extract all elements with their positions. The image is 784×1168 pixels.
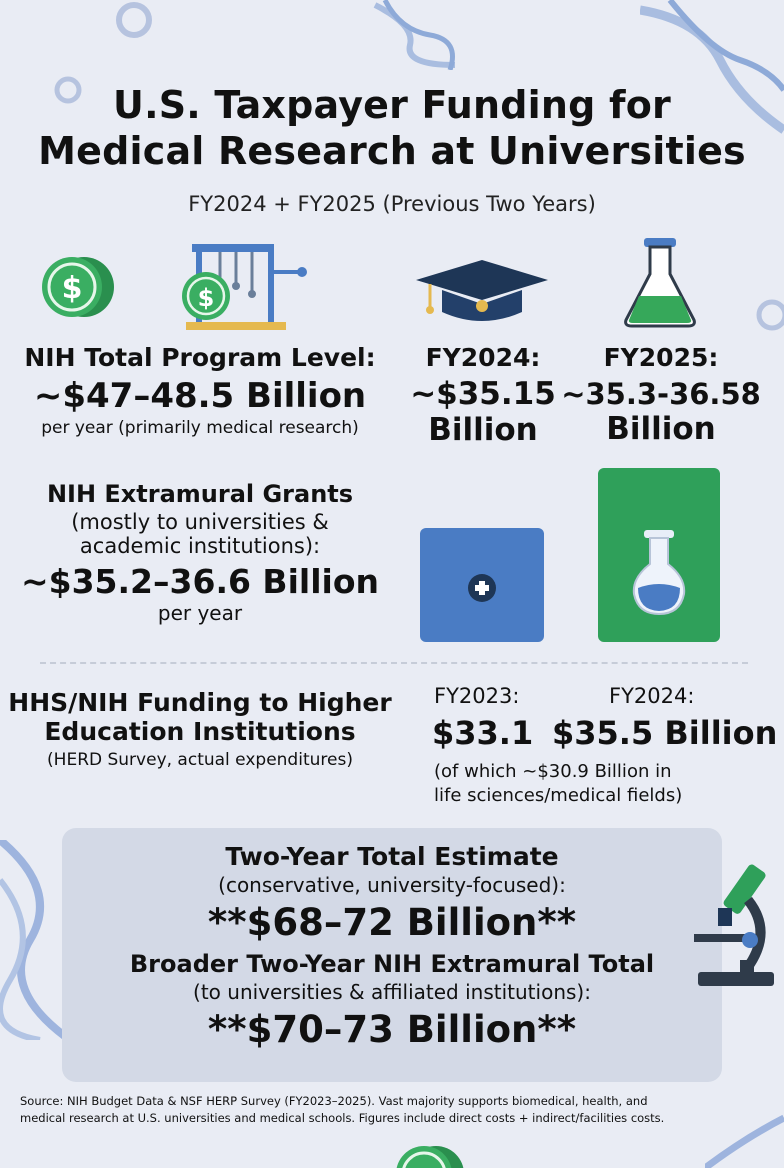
lab-equipment-icon bbox=[180, 240, 310, 332]
dollar-coin-icon bbox=[36, 252, 118, 322]
nih-total-block bbox=[0, 343, 400, 438]
herd-fy2024-value: $35.5 Billion bbox=[552, 714, 778, 752]
fy2025-block bbox=[554, 343, 768, 447]
extramural-note: per year bbox=[157, 601, 243, 625]
source-line-2: medical research at U.S. universities and medical schools. Figures include direct costs + indirect/facilities costs. bbox=[20, 1111, 665, 1125]
section-divider bbox=[40, 662, 748, 664]
microscope-icon bbox=[688, 860, 780, 990]
fy2024-block bbox=[400, 343, 566, 448]
nih-total-value: ~$47–48.5 Billion bbox=[33, 376, 367, 416]
total-1-value: **$68–72 Billion** bbox=[207, 901, 577, 944]
fy2024-value: ~$35.15 bbox=[410, 376, 556, 412]
fy2024-label: FY2024: bbox=[425, 343, 541, 372]
herd-fy2023-label: FY2023: bbox=[434, 684, 520, 708]
page-subtitle: FY2024 + FY2025 (Previous Two Years) bbox=[188, 192, 596, 216]
svg-text:$: $ bbox=[61, 271, 83, 306]
extramural-desc-2: academic institutions): bbox=[79, 534, 321, 558]
dollar-coin-icon bbox=[392, 1140, 468, 1168]
herd-subnote-2: life sciences/medical fields) bbox=[434, 785, 683, 806]
fy2024-unit: Billion bbox=[428, 412, 538, 448]
herd-fy2024-label: FY2024: bbox=[609, 684, 695, 708]
herd-subnote bbox=[434, 760, 682, 808]
extramural-block bbox=[0, 480, 400, 625]
herd-note: (HERD Survey, actual expenditures) bbox=[47, 750, 353, 770]
herd-block bbox=[0, 688, 400, 770]
nih-total-label: NIH Total Program Level: bbox=[24, 343, 376, 372]
total-2-value: **$70–73 Billion** bbox=[207, 1008, 577, 1051]
herd-subnote-1: (of which ~$30.9 Billion in bbox=[434, 761, 672, 782]
molecule-icon bbox=[748, 290, 784, 340]
total-2-desc: (to universities & affiliated institutions): bbox=[193, 980, 591, 1004]
fy2025-unit: Billion bbox=[606, 411, 716, 447]
title-line-1: U.S. Taxpayer Funding for bbox=[113, 83, 671, 127]
flask-icon bbox=[620, 236, 700, 330]
fy2025-value: ~35.3-36.58 bbox=[561, 377, 761, 411]
extramural-label: NIH Extramural Grants bbox=[46, 480, 354, 508]
source-note bbox=[20, 1093, 764, 1127]
molecule-icon bbox=[110, 0, 160, 45]
graduation-cap-icon bbox=[412, 256, 552, 326]
svg-text:$: $ bbox=[197, 284, 215, 312]
herd-fy2023-value: $33.1 bbox=[432, 714, 534, 752]
source-line-1: Source: NIH Budget Data & NSF HERP Survey (FY2023–2025). Vast majority supports biomedical, health, and bbox=[20, 1094, 648, 1108]
fy2025-label: FY2025: bbox=[603, 343, 719, 372]
herd-label-1: HHS/NIH Funding to Higher bbox=[8, 688, 392, 717]
extramural-desc-1: (mostly to universities & bbox=[71, 510, 329, 534]
medical-kit-icon bbox=[420, 528, 544, 642]
flask-card-icon bbox=[598, 468, 720, 642]
herd-label-2: Education Institutions bbox=[44, 717, 356, 746]
total-1-title: Two-Year Total Estimate bbox=[225, 842, 559, 871]
page-title bbox=[0, 82, 784, 174]
total-2-title: Broader Two-Year NIH Extramural Total bbox=[129, 950, 655, 978]
extramural-value: ~$35.2–36.6 Billion bbox=[20, 562, 379, 601]
title-line-2: Medical Research at Universities bbox=[38, 129, 746, 173]
totals-content bbox=[62, 842, 722, 1051]
nih-total-note: per year (primarily medical research) bbox=[41, 418, 359, 438]
dna-icon bbox=[370, 0, 460, 70]
total-1-desc: (conservative, university-focused): bbox=[218, 873, 566, 897]
